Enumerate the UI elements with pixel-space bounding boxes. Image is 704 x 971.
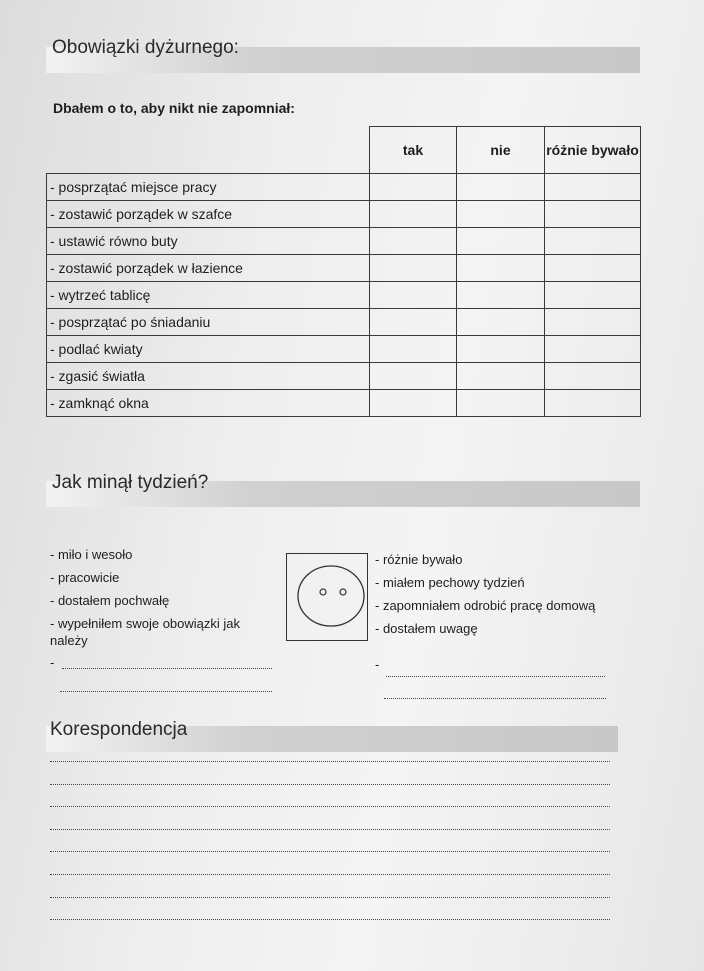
check-cell-sometimes[interactable] — [545, 282, 641, 309]
blank-option-dash: - — [50, 655, 55, 670]
duty-label: - zamknąć okna — [47, 390, 370, 417]
duty-row — [47, 201, 641, 228]
check-cell-yes[interactable] — [370, 282, 457, 309]
check-cell-no[interactable] — [457, 390, 545, 417]
week-option: - miło i wesoło — [50, 547, 133, 562]
correspondence-write-line[interactable] — [50, 761, 610, 762]
blank-write-line[interactable] — [386, 676, 605, 677]
check-cell-no[interactable] — [457, 174, 545, 201]
check-cell-no[interactable] — [457, 309, 545, 336]
check-cell-sometimes[interactable] — [545, 255, 641, 282]
check-cell-yes[interactable] — [370, 363, 457, 390]
duty-row — [47, 228, 641, 255]
face-drawing-box[interactable] — [286, 553, 368, 641]
week-option: - dostałem uwagę — [375, 621, 478, 636]
week-option: - różnie bywało — [375, 552, 463, 567]
correspondence-title: Korespondencja — [50, 719, 188, 740]
check-cell-sometimes[interactable] — [545, 228, 641, 255]
week-option: - dostałem pochwałę — [50, 593, 170, 608]
duties-table-header — [47, 127, 641, 174]
duty-label: - posprzątać po śniadaniu — [47, 309, 370, 336]
duty-row — [47, 174, 641, 201]
check-cell-yes[interactable] — [370, 309, 457, 336]
check-cell-sometimes[interactable] — [545, 201, 641, 228]
duty-row — [47, 336, 641, 363]
duty-row — [47, 282, 641, 309]
week-option: - miałem pechowy tydzień — [375, 575, 525, 590]
correspondence-write-line[interactable] — [50, 851, 610, 852]
correspondence-write-line[interactable] — [50, 806, 610, 807]
check-cell-sometimes[interactable] — [545, 363, 641, 390]
check-cell-yes[interactable] — [370, 174, 457, 201]
duty-label: - ustawić równo buty — [47, 228, 370, 255]
duty-label: - zostawić porządek w szafce — [47, 201, 370, 228]
blank-write-line[interactable] — [384, 698, 606, 699]
week-title: Jak minął tydzień? — [52, 472, 209, 493]
duty-label: - posprzątać miejsce pracy — [47, 174, 370, 201]
check-cell-yes[interactable] — [370, 201, 457, 228]
check-cell-sometimes[interactable] — [545, 336, 641, 363]
duty-row — [47, 255, 641, 282]
check-cell-no[interactable] — [457, 336, 545, 363]
duty-row — [47, 363, 641, 390]
column-header-no: nie — [457, 127, 545, 174]
correspondence-write-line[interactable] — [50, 919, 610, 920]
correspondence-write-line[interactable] — [50, 784, 610, 785]
week-option: - wypełniłem swoje obowiązki jak należy — [50, 616, 241, 648]
week-options-right — [375, 548, 635, 640]
duties-title: Obowiązki dyżurnego: — [52, 37, 239, 58]
correspondence-write-line[interactable] — [50, 874, 610, 875]
blank-write-line[interactable] — [62, 668, 272, 669]
blank-write-line[interactable] — [60, 691, 272, 692]
check-cell-yes[interactable] — [370, 255, 457, 282]
check-cell-yes[interactable] — [370, 390, 457, 417]
column-header-yes: tak — [370, 127, 457, 174]
check-cell-yes[interactable] — [370, 336, 457, 363]
check-cell-no[interactable] — [457, 255, 545, 282]
smiley-face-icon — [287, 554, 367, 640]
week-option: - zapomniałem odrobić pracę domową — [375, 598, 596, 613]
duty-row — [47, 309, 641, 336]
duty-row — [47, 390, 641, 417]
check-cell-no[interactable] — [457, 201, 545, 228]
header-blank-cell — [47, 127, 370, 174]
duty-label: - zostawić porządek w łazience — [47, 255, 370, 282]
check-cell-no[interactable] — [457, 228, 545, 255]
check-cell-yes[interactable] — [370, 228, 457, 255]
duties-subtitle: Dbałem o to, aby nikt nie zapomniał: — [53, 100, 295, 116]
duties-table — [46, 126, 641, 417]
check-cell-sometimes[interactable] — [545, 390, 641, 417]
check-cell-no[interactable] — [457, 363, 545, 390]
correspondence-write-line[interactable] — [50, 897, 610, 898]
week-options-left — [50, 543, 275, 649]
correspondence-write-line[interactable] — [50, 829, 610, 830]
column-header-sometimes: różnie bywało — [545, 127, 641, 174]
duty-label: - zgasić światła — [47, 363, 370, 390]
duty-label: - podlać kwiaty — [47, 336, 370, 363]
check-cell-no[interactable] — [457, 282, 545, 309]
duty-label: - wytrzeć tablicę — [47, 282, 370, 309]
check-cell-sometimes[interactable] — [545, 174, 641, 201]
blank-option-dash: - — [375, 657, 380, 672]
check-cell-sometimes[interactable] — [545, 309, 641, 336]
week-option: - pracowicie — [50, 570, 120, 585]
